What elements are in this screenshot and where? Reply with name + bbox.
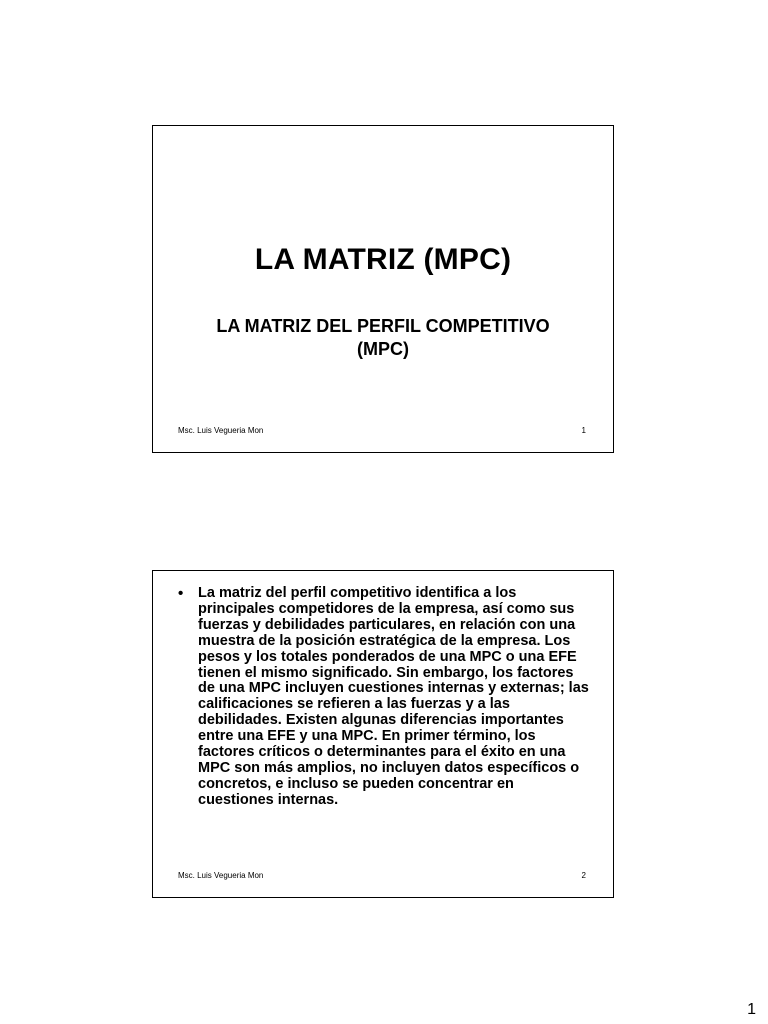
slide-2 — [152, 570, 614, 898]
slide-footer-page-number: 2 — [581, 871, 586, 880]
bullet-icon: • — [178, 585, 184, 602]
slide-title: LA MATRIZ (MPC) — [254, 243, 512, 276]
slide-footer-page-number: 1 — [581, 426, 586, 435]
bullet-text: La matriz del perfil competitivo identifica a los principales competidores de la empresa, así como sus fuerzas y debilidades particulares, en relación con una muestra de la posición estratégica de la empresa. Los pesos y los totales ponderados de una MPC o una EFE tienen el mismo significado. Sin embargo, los factores de una MPC incluyen cuestiones internas y externas; las calificaciones se refieren a las fuerzas y a las debilidades. Existen algunas diferencias importantes entre una EFE y una MPC. En primer término, los factores críticos o determinantes para el éxito en una MPC son más amplios, no incluyen datos específicos o concretos, e incluso se pueden concentrar en cuestiones internas. — [198, 585, 589, 808]
slide-1 — [152, 125, 614, 453]
slide-footer-author: Msc. Luis Vegueria Mon — [178, 871, 264, 880]
slide-subtitle: LA MATRIZ DEL PERFIL COMPETITIVO (MPC) — [216, 316, 550, 359]
slide-footer-author: Msc. Luis Vegueria Mon — [178, 426, 264, 435]
sheet-page-number: 1 — [747, 1001, 756, 1018]
bullet-item — [178, 586, 589, 809]
